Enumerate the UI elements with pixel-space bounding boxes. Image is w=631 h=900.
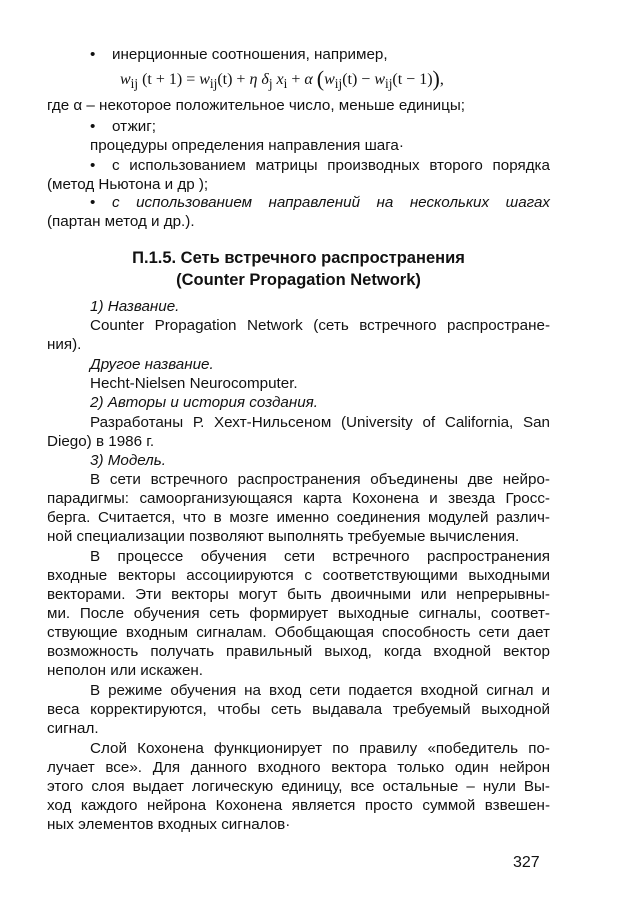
paragraph-line: В процессе обучения сети встречного распространения xyxy=(90,548,550,565)
paragraph-line: неполон или искажен. xyxy=(47,662,204,679)
paragraph-line: лучает все». Для данного входного вектора только один нейрон xyxy=(47,759,550,776)
paragraph-line: парадигмы: самоорганизующаяся карта Кохонена и звезда Гросс- xyxy=(47,490,550,507)
formula-subscript: ij xyxy=(334,76,343,92)
formula-subscript: ij xyxy=(385,76,393,92)
bullet-continuation: (партан метод и др.). xyxy=(47,213,195,230)
page-number: 327 xyxy=(513,854,540,871)
formula-paren: ( xyxy=(316,66,325,91)
bullet-marker: • xyxy=(90,118,96,135)
formula-symbol: w xyxy=(324,71,335,88)
bullet-marker: • xyxy=(90,194,96,211)
section-heading-subtitle: (Counter Propagation Network) xyxy=(176,271,421,289)
bullet-item-partan xyxy=(90,193,550,212)
formula-symbol: δ xyxy=(261,71,269,88)
formula-subscript: j xyxy=(268,76,273,92)
bullet-item-annealing xyxy=(90,117,593,136)
formula-operator: + xyxy=(291,71,301,88)
paragraph-line: Разработаны Р. Хехт-Нильсеном (University of California, San xyxy=(90,414,550,431)
paragraph-line: ной специализации позволяют выполнять требуемые вычисления. xyxy=(47,528,520,545)
formula-term: (t) xyxy=(342,71,358,88)
formula-operator: + xyxy=(236,71,246,88)
formula-subscript: ij xyxy=(130,76,139,92)
paragraph-line: берга. Считается, что в мозге именно соединения модулей различ- xyxy=(47,509,550,526)
formula-symbol: w xyxy=(374,71,385,88)
formula-subscript: i xyxy=(283,76,288,92)
weight-update-formula xyxy=(120,68,550,92)
paragraph-line: ния). xyxy=(47,336,82,353)
paragraph-line: сигнал. xyxy=(47,720,99,737)
formula-term: (t + 1) = xyxy=(142,71,196,88)
paragraph-line: Counter Propagation Network (сеть встречного распростране- xyxy=(90,317,550,334)
paragraph-line: ход каждого нейрона Кохонена является просто суммой взвешен- xyxy=(47,797,550,814)
paragraph-line: векторами. Эти векторы могут быть двоичными или непрерывны- xyxy=(47,586,550,603)
paragraph-line: Слой Кохонена функционирует по правилу «победитель по- xyxy=(90,740,550,757)
bullet-marker: • xyxy=(90,157,96,174)
other-name-label: Другое название. xyxy=(90,356,214,373)
formula-operator: − xyxy=(361,71,371,88)
formula-punct: , xyxy=(439,71,444,88)
other-name-value: Hecht-Nielsen Neurocomputer. xyxy=(90,375,298,392)
authors-label: 2) Авторы и история создания. xyxy=(90,394,318,411)
bullet-text: отжиг; xyxy=(112,118,156,135)
bullet-text: с использованием матрицы производных второго порядка xyxy=(112,157,550,174)
bullet-text: инерционные соотношения, например, xyxy=(112,46,388,63)
formula-symbol: w xyxy=(120,71,131,88)
section-heading: П.1.5. Сеть встречного распространения xyxy=(132,249,465,267)
paragraph-line: Diego) в 1986 г. xyxy=(47,433,155,450)
paragraph-line: веса корректируются, чтобы сеть выдавала требуемый выходной xyxy=(47,701,550,718)
paragraph-line: этого слоя выдает логическую единицу, все остальные – нули Вы- xyxy=(47,778,550,795)
paragraph-line: В режиме обучения на вход сети подается входной сигнал и xyxy=(90,682,550,699)
alpha-note: где α – некоторое положительное число, меньше единицы; xyxy=(47,97,466,114)
name-label: 1) Название. xyxy=(90,298,180,315)
formula-symbol: η xyxy=(249,71,258,88)
direction-procedures-line: процедуры определения направления шага· xyxy=(90,137,404,154)
paragraph-line: входные векторы ассоциируются с соответствующими выходными xyxy=(47,567,550,584)
model-label: 3) Модель. xyxy=(90,452,166,469)
bullet-continuation: (метод Ньютона и др ); xyxy=(47,176,209,193)
paragraph-line: возможность получать правильный выход, когда входной вектор xyxy=(47,643,550,660)
formula-term: (t) xyxy=(217,71,233,88)
formula-symbol: w xyxy=(199,71,210,88)
formula-paren: ) xyxy=(432,66,440,91)
bullet-text: с использованием направлений на нескольких шагах xyxy=(112,194,550,211)
formula-symbol: x xyxy=(276,71,284,88)
paragraph-line: ствующие входным сигналам. Обобщающая способность сети дает xyxy=(47,624,550,641)
paragraph-line: В сети встречного распространения объединены две нейро- xyxy=(90,471,550,488)
paragraph-line: ных элементов входных сигналов· xyxy=(47,816,291,833)
formula-symbol: α xyxy=(304,71,313,88)
bullet-marker: • xyxy=(90,46,96,63)
bullet-item-newton xyxy=(90,156,550,175)
formula-term: (t − 1) xyxy=(392,71,433,88)
bullet-item-inertial xyxy=(90,45,593,64)
paragraph-line: ми. После обучения сеть формирует выходные сигналы, соответ- xyxy=(47,605,550,622)
formula-subscript: ij xyxy=(209,76,218,92)
